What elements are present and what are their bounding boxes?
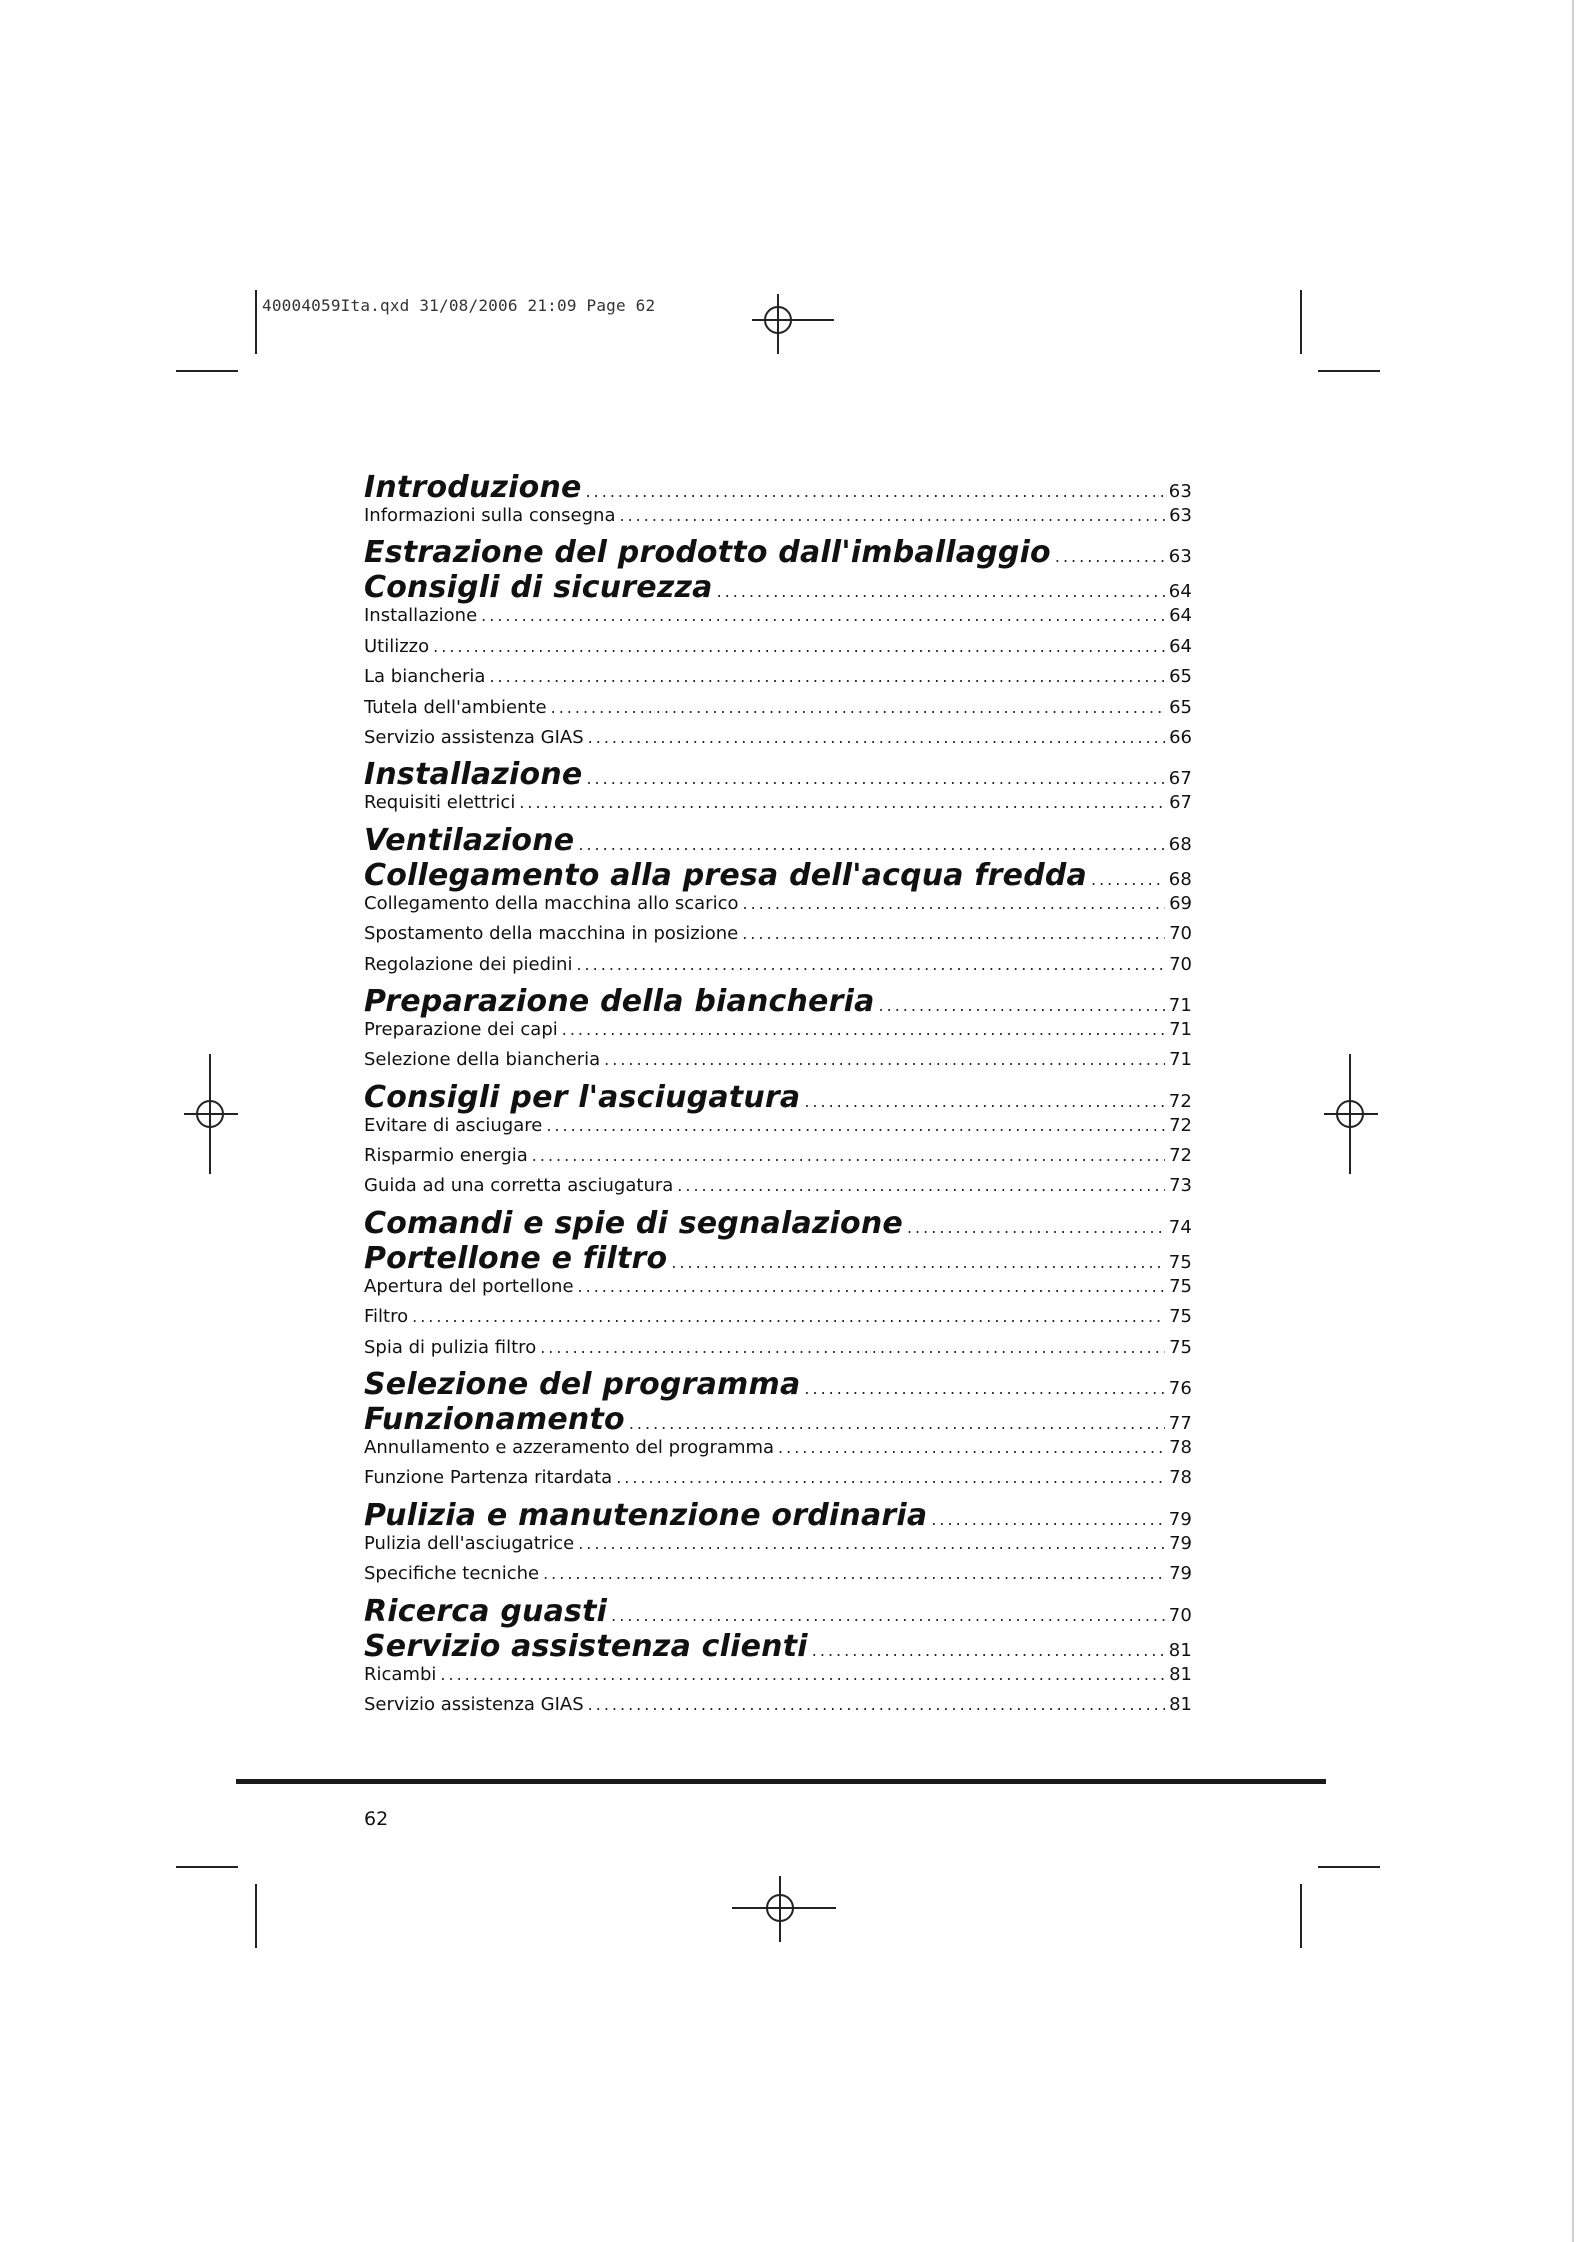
toc-entry-label: Funzione Partenza ritardata xyxy=(364,1467,613,1489)
file-slug: 40004059Ita.qxd 31/08/2006 21:09 Page 62 xyxy=(262,296,656,315)
crop-mark-icon xyxy=(1300,1884,1302,1948)
crop-mark-icon xyxy=(176,370,238,372)
dot-leader xyxy=(562,1020,1165,1039)
toc-entry-page: 72 xyxy=(1169,1145,1192,1167)
toc-entry-page: 69 xyxy=(1169,892,1192,914)
dot-leader xyxy=(576,955,1165,974)
toc-subentry xyxy=(364,1049,1192,1079)
registration-mark-icon xyxy=(176,1054,256,1174)
registration-mark-icon xyxy=(740,274,840,364)
toc-subentry xyxy=(364,697,1192,727)
crop-mark-icon xyxy=(255,290,257,354)
toc-entry-page: 79 xyxy=(1169,1532,1192,1554)
toc-section-entry xyxy=(364,1402,1192,1437)
toc-entry-label: Selezione del programma xyxy=(364,1367,801,1403)
toc-entry-page: 64 xyxy=(1169,605,1192,627)
toc-entry-page: 64 xyxy=(1169,635,1192,657)
crop-mark-icon xyxy=(1318,1866,1380,1868)
toc-entry-page: 71 xyxy=(1169,1049,1192,1071)
toc-section-entry xyxy=(364,570,1192,605)
toc-entry-label: Funzionamento xyxy=(364,1402,625,1438)
dot-leader xyxy=(578,1277,1166,1296)
toc-subentry xyxy=(364,1306,1192,1336)
dot-leader xyxy=(611,1606,1165,1625)
toc-entry-page: 77 xyxy=(1168,1413,1192,1435)
toc-subentry xyxy=(364,1115,1192,1145)
crop-mark-icon xyxy=(1318,370,1380,372)
dot-leader xyxy=(907,1218,1165,1237)
toc-entry-label: Introduzione xyxy=(364,470,582,505)
toc-entry-page: 70 xyxy=(1169,953,1192,975)
toc-entry-page: 75 xyxy=(1169,1275,1192,1297)
dot-leader xyxy=(616,1468,1165,1487)
dot-leader xyxy=(1091,870,1165,889)
dot-leader xyxy=(489,667,1165,686)
toc-entry-page: 65 xyxy=(1169,696,1192,718)
toc-entry-page: 63 xyxy=(1169,505,1192,526)
toc-subentry xyxy=(364,923,1192,953)
dot-leader xyxy=(586,482,1165,501)
toc-entry-page: 68 xyxy=(1168,868,1192,890)
toc-section-entry xyxy=(364,757,1192,792)
toc-entry-page: 65 xyxy=(1169,666,1192,688)
toc-entry-page: 78 xyxy=(1169,1467,1192,1489)
toc-section-entry xyxy=(364,470,1192,505)
toc-entry-label: Ricerca guasti xyxy=(364,1593,608,1629)
toc-entry-label: Tutela dell'ambiente xyxy=(364,696,547,718)
dot-leader xyxy=(619,506,1165,525)
toc-entry-label: Pulizia e manutenzione ordinaria xyxy=(364,1497,928,1533)
toc-entry-page: 63 xyxy=(1168,546,1192,568)
toc-section-entry xyxy=(364,1241,1192,1276)
toc-subentry xyxy=(364,1533,1192,1563)
toc-entry-page: 71 xyxy=(1168,994,1192,1016)
dot-leader xyxy=(481,606,1165,625)
dot-leader xyxy=(604,1050,1165,1069)
toc-entry-page: 70 xyxy=(1169,923,1192,945)
registration-mark-icon xyxy=(722,1866,842,1946)
toc-entry-label: Installazione xyxy=(364,605,478,627)
toc-entry-label: Consigli per l'asciugatura xyxy=(364,1079,801,1115)
toc-section-entry xyxy=(364,535,1192,570)
dot-leader xyxy=(440,1665,1165,1684)
toc-entry-page: 81 xyxy=(1169,1663,1192,1685)
toc-section-entry xyxy=(364,1594,1192,1629)
toc-section-entry xyxy=(364,858,1192,893)
toc-entry-label: Preparazione dei capi xyxy=(364,1018,558,1040)
toc-entry-label: Specifiche tecniche xyxy=(364,1563,540,1585)
toc-entry-page: 75 xyxy=(1168,1251,1192,1273)
toc-subentry xyxy=(364,605,1192,635)
toc-entry-label: Risparmio energia xyxy=(364,1145,528,1167)
toc-entry-label: Consigli di sicurezza xyxy=(364,570,713,606)
toc-subentry xyxy=(364,954,1192,984)
toc-entry-label: Apertura del portellone xyxy=(364,1275,574,1297)
toc-entry-label: Servizio assistenza GIAS xyxy=(364,726,584,748)
toc-entry-page: 78 xyxy=(1169,1437,1192,1459)
dot-leader xyxy=(804,1092,1164,1111)
dot-leader xyxy=(588,1695,1165,1714)
dot-leader xyxy=(778,1438,1165,1457)
toc-entry-label: Preparazione della biancheria xyxy=(364,983,875,1019)
toc-entry-page: 72 xyxy=(1168,1090,1192,1112)
toc-entry-label: Comandi e spie di segnalazione xyxy=(364,1205,903,1241)
dot-leader xyxy=(677,1176,1165,1195)
dot-leader xyxy=(671,1253,1164,1272)
toc-subentry xyxy=(364,666,1192,696)
toc-entry-label: Evitare di asciugare xyxy=(364,1114,543,1136)
dot-leader xyxy=(540,1338,1165,1357)
toc-section-entry xyxy=(364,984,1192,1019)
toc-entry-page: 73 xyxy=(1169,1175,1192,1197)
toc-subentry xyxy=(364,636,1192,666)
toc-entry-label: Informazioni sulla consegna xyxy=(364,505,616,526)
toc-subentry xyxy=(364,1437,1192,1467)
toc-subentry xyxy=(364,1145,1192,1175)
toc-entry-label: Collegamento della macchina allo scarico xyxy=(364,892,739,914)
dot-leader xyxy=(543,1564,1165,1583)
toc-subentry xyxy=(364,1694,1192,1724)
crop-mark-icon xyxy=(176,1866,238,1868)
page-number: 62 xyxy=(364,1808,389,1830)
toc-subentry xyxy=(364,1467,1192,1497)
toc-section-entry xyxy=(364,1206,1192,1241)
toc-entry-label: Filtro xyxy=(364,1306,409,1328)
toc-entry-page: 64 xyxy=(1168,581,1192,603)
toc-entry-label: Guida ad una corretta asciugatura xyxy=(364,1175,674,1197)
toc-subentry xyxy=(364,727,1192,757)
toc-subentry xyxy=(364,1664,1192,1694)
toc-entry-label: Regolazione dei piedini xyxy=(364,953,573,975)
dot-leader xyxy=(433,637,1165,656)
toc-entry-page: 63 xyxy=(1168,481,1192,502)
toc-entry-label: Servizio assistenza clienti xyxy=(364,1628,808,1664)
registration-mark-icon xyxy=(1316,1054,1396,1174)
toc-entry-label: Requisiti elettrici xyxy=(364,792,516,814)
toc-subentry xyxy=(364,1563,1192,1593)
dot-leader xyxy=(586,769,1164,788)
dot-leader xyxy=(532,1146,1165,1165)
dot-leader xyxy=(1055,547,1165,566)
toc-entry-label: Ventilazione xyxy=(364,822,575,858)
dot-leader xyxy=(412,1307,1165,1326)
toc-entry-page: 81 xyxy=(1168,1639,1192,1661)
toc-entry-page: 79 xyxy=(1169,1563,1192,1585)
toc-entry-page: 72 xyxy=(1169,1114,1192,1136)
crop-mark-icon xyxy=(255,1884,257,1948)
table-of-contents xyxy=(364,470,1192,1724)
page-rule xyxy=(236,1779,1326,1784)
dot-leader xyxy=(717,582,1165,601)
toc-entry-label: Portellone e filtro xyxy=(364,1240,668,1276)
toc-entry-page: 79 xyxy=(1168,1508,1192,1530)
toc-subentry xyxy=(364,1175,1192,1205)
toc-entry-page: 76 xyxy=(1168,1378,1192,1400)
dot-leader xyxy=(812,1641,1165,1660)
toc-section-entry xyxy=(364,1367,1192,1402)
toc-entry-label: Collegamento alla presa dell'acqua fredda xyxy=(364,857,1087,893)
toc-entry-label: Servizio assistenza GIAS xyxy=(364,1693,584,1715)
toc-subentry xyxy=(364,505,1192,535)
toc-entry-page: 68 xyxy=(1168,833,1192,855)
toc-entry-page: 67 xyxy=(1168,768,1192,790)
dot-leader xyxy=(804,1379,1164,1398)
toc-subentry xyxy=(364,1276,1192,1306)
toc-section-entry xyxy=(364,1080,1192,1115)
toc-subentry xyxy=(364,893,1192,923)
toc-entry-label: La biancheria xyxy=(364,666,486,688)
toc-entry-page: 74 xyxy=(1168,1216,1192,1238)
toc-entry-page: 71 xyxy=(1169,1018,1192,1040)
toc-entry-label: Spostamento della macchina in posizione xyxy=(364,923,739,945)
toc-entry-label: Selezione della biancheria xyxy=(364,1049,601,1071)
dot-leader xyxy=(588,728,1165,747)
toc-entry-page: 66 xyxy=(1169,726,1192,748)
toc-section-entry xyxy=(364,1498,1192,1533)
toc-entry-label: Estrazione del prodotto dall'imballaggio xyxy=(364,535,1051,571)
dot-leader xyxy=(742,894,1165,913)
dot-leader xyxy=(578,835,1164,854)
toc-entry-label: Spia di pulizia filtro xyxy=(364,1336,537,1358)
toc-entry-page: 70 xyxy=(1168,1604,1192,1626)
toc-section-entry xyxy=(364,823,1192,858)
dot-leader xyxy=(931,1510,1164,1529)
dot-leader xyxy=(546,1116,1165,1135)
dot-leader xyxy=(551,698,1165,717)
scan-edge xyxy=(1572,0,1574,2242)
crop-mark-icon xyxy=(1300,290,1302,354)
toc-entry-label: Annullamento e azzeramento del programma xyxy=(364,1437,775,1459)
dot-leader xyxy=(742,924,1165,943)
toc-subentry xyxy=(364,1019,1192,1049)
toc-entry-label: Pulizia dell'asciugatrice xyxy=(364,1532,575,1554)
toc-entry-page: 81 xyxy=(1169,1693,1192,1715)
toc-subentry xyxy=(364,1337,1192,1367)
toc-entry-label: Installazione xyxy=(364,757,583,793)
toc-section-entry xyxy=(364,1629,1192,1664)
dot-leader xyxy=(629,1414,1165,1433)
toc-entry-page: 75 xyxy=(1169,1306,1192,1328)
toc-subentry xyxy=(364,792,1192,822)
dot-leader xyxy=(519,793,1165,812)
toc-entry-label: Utilizzo xyxy=(364,635,430,657)
toc-entry-label: Ricambi xyxy=(364,1663,437,1685)
dot-leader xyxy=(879,996,1165,1015)
toc-entry-page: 67 xyxy=(1169,792,1192,814)
dot-leader xyxy=(578,1534,1165,1553)
toc-entry-page: 75 xyxy=(1169,1336,1192,1358)
